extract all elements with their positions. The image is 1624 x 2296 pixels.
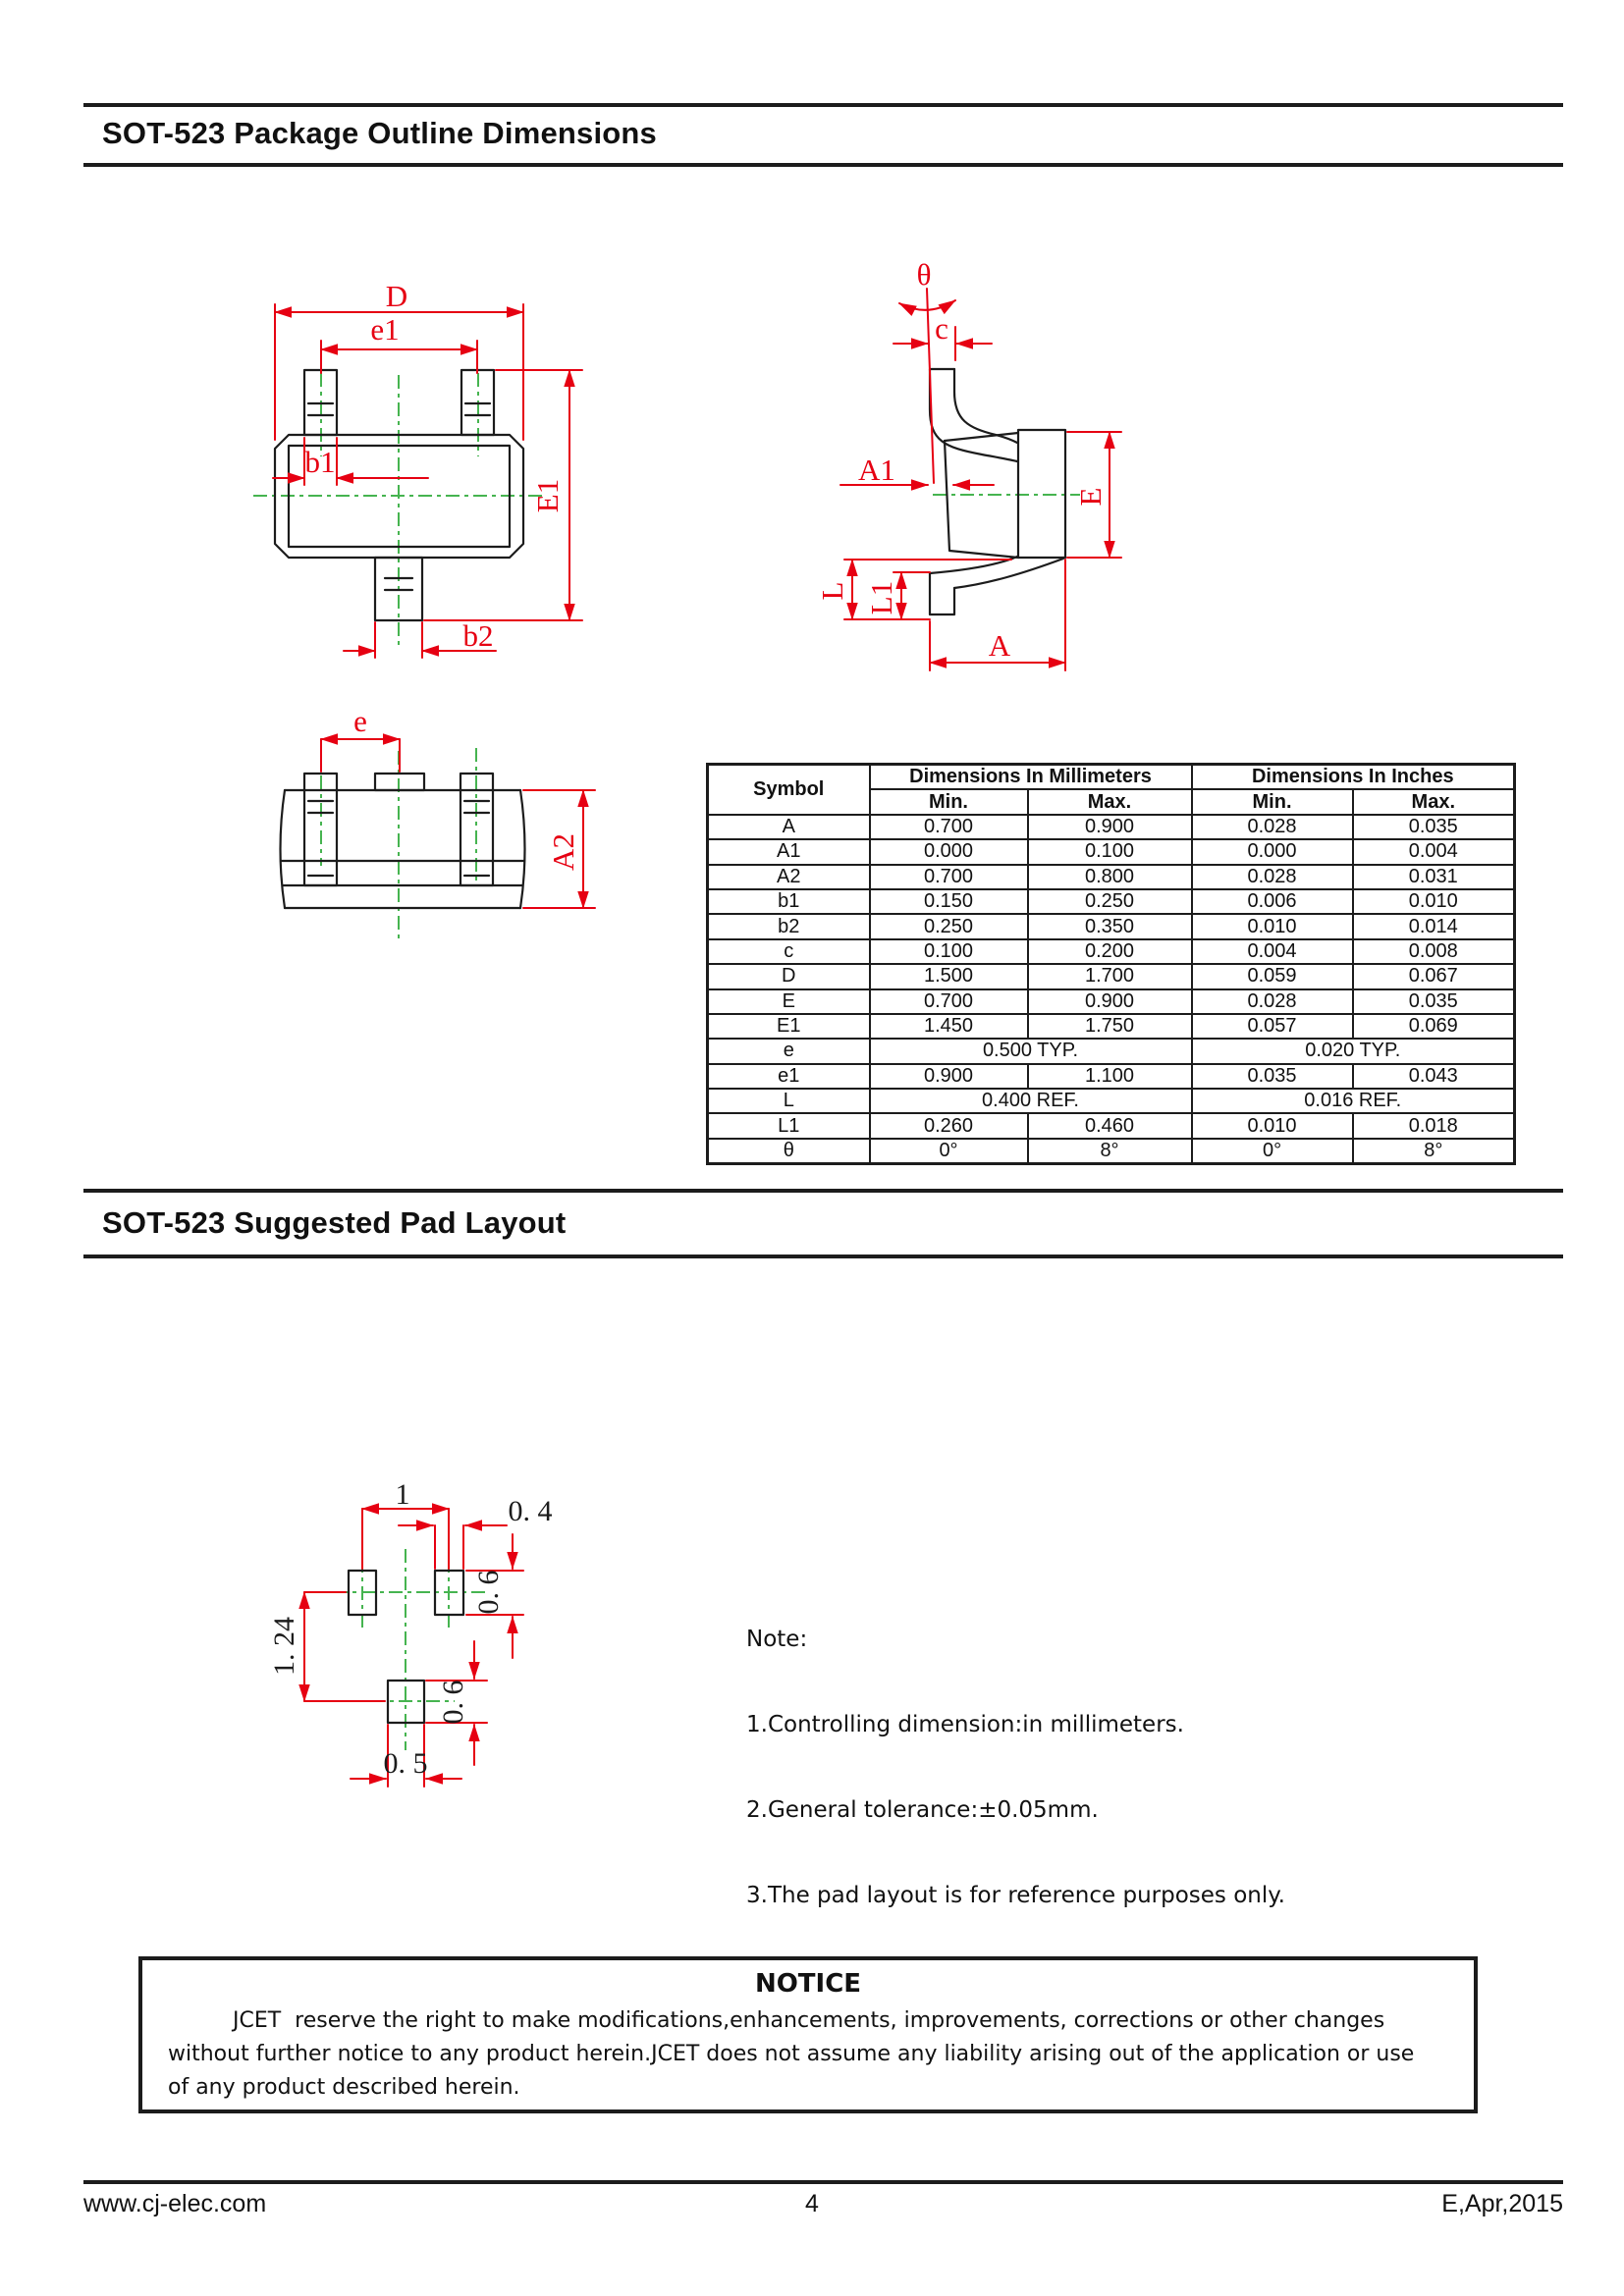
footer-revision: E,Apr,2015 <box>1441 2190 1563 2217</box>
table-row: L1 0.260 0.460 0.010 0.018 <box>708 1113 1515 1138</box>
pad-dim-label-width: 0. 4 <box>508 1495 553 1527</box>
table-row: b1 0.150 0.250 0.006 0.010 <box>708 889 1515 914</box>
package-body-outline <box>930 369 1065 614</box>
pad-dim-label-height-top: 0. 6 <box>472 1570 505 1615</box>
table-row: A 0.700 0.900 0.028 0.035 <box>708 815 1515 839</box>
dimensions-table <box>706 763 1516 1165</box>
note-title: Note: <box>746 1627 808 1652</box>
center-lines <box>253 373 543 650</box>
dim-label-A1: A1 <box>858 453 895 487</box>
notice-body <box>168 2004 1448 2105</box>
note-item: 2.General tolerance:±0.05mm. <box>746 1797 1099 1823</box>
table-row: A2 0.700 0.800 0.028 0.031 <box>708 865 1515 889</box>
dim-label-A: A <box>988 628 1011 663</box>
table-row: A1 0.000 0.100 0.000 0.004 <box>708 839 1515 864</box>
pad-dim-label-width-bottom: 0. 5 <box>383 1747 428 1780</box>
col-header-min: Min. <box>870 789 1028 814</box>
note-block <box>746 1569 1285 1967</box>
dimension-lines <box>321 704 595 908</box>
pad-dim-label-pitch: 1 <box>395 1478 410 1511</box>
footer-website-link[interactable]: www.cj-elec.com <box>83 2190 267 2217</box>
dimension-lines <box>268 1478 553 1787</box>
dim-label-theta: θ <box>916 257 932 292</box>
section-title-pad-layout: SOT-523 Suggested Pad Layout <box>102 1205 567 1240</box>
section-rule <box>83 103 1563 107</box>
dim-label-A2: A2 <box>546 833 580 871</box>
dim-label-L1: L1 <box>864 580 898 615</box>
dim-label-D: D <box>385 279 408 313</box>
notice-line: without further notice to any product herein.JCET does not assume any liability arising out of the application or use <box>168 2042 1415 2066</box>
section-rule <box>83 163 1563 167</box>
table-row: b2 0.250 0.350 0.010 0.014 <box>708 914 1515 938</box>
section-rule <box>83 1255 1563 1258</box>
package-side-view-drawing <box>805 245 1149 682</box>
table-row: L 0.400 REF. 0.016 REF. <box>708 1089 1515 1113</box>
dim-label-e: e <box>353 704 367 738</box>
col-header-max: Max. <box>1028 789 1192 814</box>
dim-label-L: L <box>815 581 849 601</box>
notice-title: NOTICE <box>754 1969 862 1999</box>
page-number: 4 <box>805 2190 819 2217</box>
dimension-lines <box>815 257 1121 670</box>
pad-dim-label-row-pitch: 1. 24 <box>268 1617 300 1676</box>
col-header-max: Max. <box>1353 789 1515 814</box>
dim-label-e1: e1 <box>370 312 400 347</box>
table-row: c 0.100 0.200 0.004 0.008 <box>708 939 1515 964</box>
table-row: E 0.700 0.900 0.028 0.035 <box>708 989 1515 1014</box>
pad-dim-label-height-bottom: 0. 6 <box>437 1680 469 1725</box>
notice-line: of any product described herein. <box>168 2075 520 2100</box>
dimension-lines <box>273 279 582 658</box>
table-row: e 0.500 TYP. 0.020 TYP. <box>708 1039 1515 1063</box>
col-header-min: Min. <box>1192 789 1353 814</box>
table-row: E1 1.450 1.750 0.057 0.069 <box>708 1014 1515 1039</box>
dim-label-E1: E1 <box>530 478 565 513</box>
note-item: 1.Controlling dimension:in millimeters. <box>746 1712 1184 1737</box>
package-body-outline <box>281 774 525 908</box>
table-row: e1 0.900 1.100 0.035 0.043 <box>708 1064 1515 1089</box>
notice-line: JCET reserve the right to make modifications,enhancements, improvements, corrections or other changes <box>233 2008 1385 2033</box>
dim-label-b2: b2 <box>462 618 494 653</box>
col-header-symbol: Symbol <box>708 765 870 815</box>
package-front-view-drawing <box>245 687 638 1011</box>
pad-layout-drawing <box>265 1463 589 1796</box>
center-lines <box>321 748 476 940</box>
footer-rule <box>83 2180 1563 2184</box>
dim-label-b1: b1 <box>304 445 336 479</box>
col-header-mm: Dimensions In Millimeters <box>870 765 1192 790</box>
dim-label-c: c <box>935 311 948 346</box>
table-row: θ 0° 8° 0° 8° <box>708 1139 1515 1164</box>
note-item: 3.The pad layout is for reference purposes only. <box>746 1883 1285 1908</box>
dim-label-E: E <box>1073 487 1108 507</box>
notice-box <box>138 1956 1478 2113</box>
page-title: SOT-523 Package Outline Dimensions <box>102 116 657 150</box>
col-header-inch: Dimensions In Inches <box>1192 765 1515 790</box>
section-rule <box>83 1189 1563 1193</box>
package-top-view-drawing <box>226 255 628 677</box>
table-header-row <box>708 765 1515 790</box>
table-row: D 1.500 1.700 0.059 0.067 <box>708 964 1515 988</box>
